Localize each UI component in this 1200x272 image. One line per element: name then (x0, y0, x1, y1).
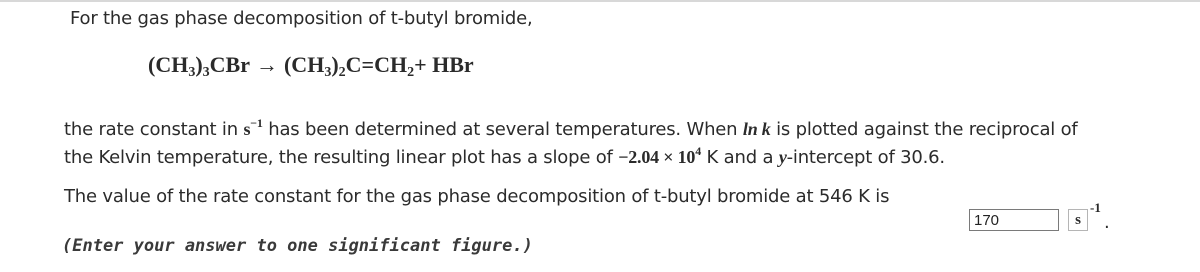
equation-subscript: 3 (188, 65, 196, 80)
rate-unit: s (243, 119, 251, 139)
slope-value: −2.04 × 10 (618, 147, 696, 167)
equation-subscript: 3 (324, 65, 332, 80)
answer-unit-exponent: -1 (1090, 200, 1101, 215)
para-text: the rate constant in (64, 119, 244, 140)
question-paragraph-1-line-2 (64, 144, 945, 168)
equation-reactant-a: (CH (148, 52, 189, 77)
rate-constant-answer-input[interactable] (969, 209, 1059, 231)
question-paragraph-2: The value of the rate constant for the gas phase decomposition of t-butyl bromide at 546 K is (64, 186, 890, 207)
equation-product-d: + HBr (414, 52, 474, 77)
equation-subscript: 2 (338, 65, 346, 80)
rate-unit-exponent: −1 (250, 116, 263, 130)
equation-reactant-b: ) (195, 52, 203, 77)
equation-product-c: C=CH (345, 52, 408, 77)
y-symbol: y (778, 147, 787, 167)
equation-reactant-c: CBr (209, 52, 250, 77)
slope-exponent: 4 (695, 144, 702, 158)
question-intro: For the gas phase decomposition of t-butyl bromide, (70, 8, 533, 29)
question-paragraph-1-line-1 (64, 116, 1078, 140)
ln-k-symbol: ln k (742, 119, 771, 139)
para-text: has been determined at several temperatures. When (262, 119, 743, 140)
equation-subscript: 3 (202, 65, 210, 80)
para-text: the Kelvin temperature, the resulting linear plot has a slope of (64, 147, 619, 168)
para-text: -intercept of 30.6. (786, 147, 945, 168)
significant-figure-note: (Enter your answer to one significant figure.) (62, 236, 533, 256)
equation-product-b: ) (331, 52, 339, 77)
reaction-arrow-icon: → (255, 52, 278, 77)
top-divider (0, 0, 1200, 2)
answer-period: . (1104, 212, 1110, 233)
para-text: is plotted against the reciprocal of (770, 119, 1078, 140)
answer-unit: s (1068, 209, 1088, 231)
equation-product-a: (CH (283, 52, 325, 77)
para-text: K and a (701, 147, 779, 168)
equation-subscript: 2 (407, 65, 415, 80)
chemical-equation (148, 52, 474, 81)
